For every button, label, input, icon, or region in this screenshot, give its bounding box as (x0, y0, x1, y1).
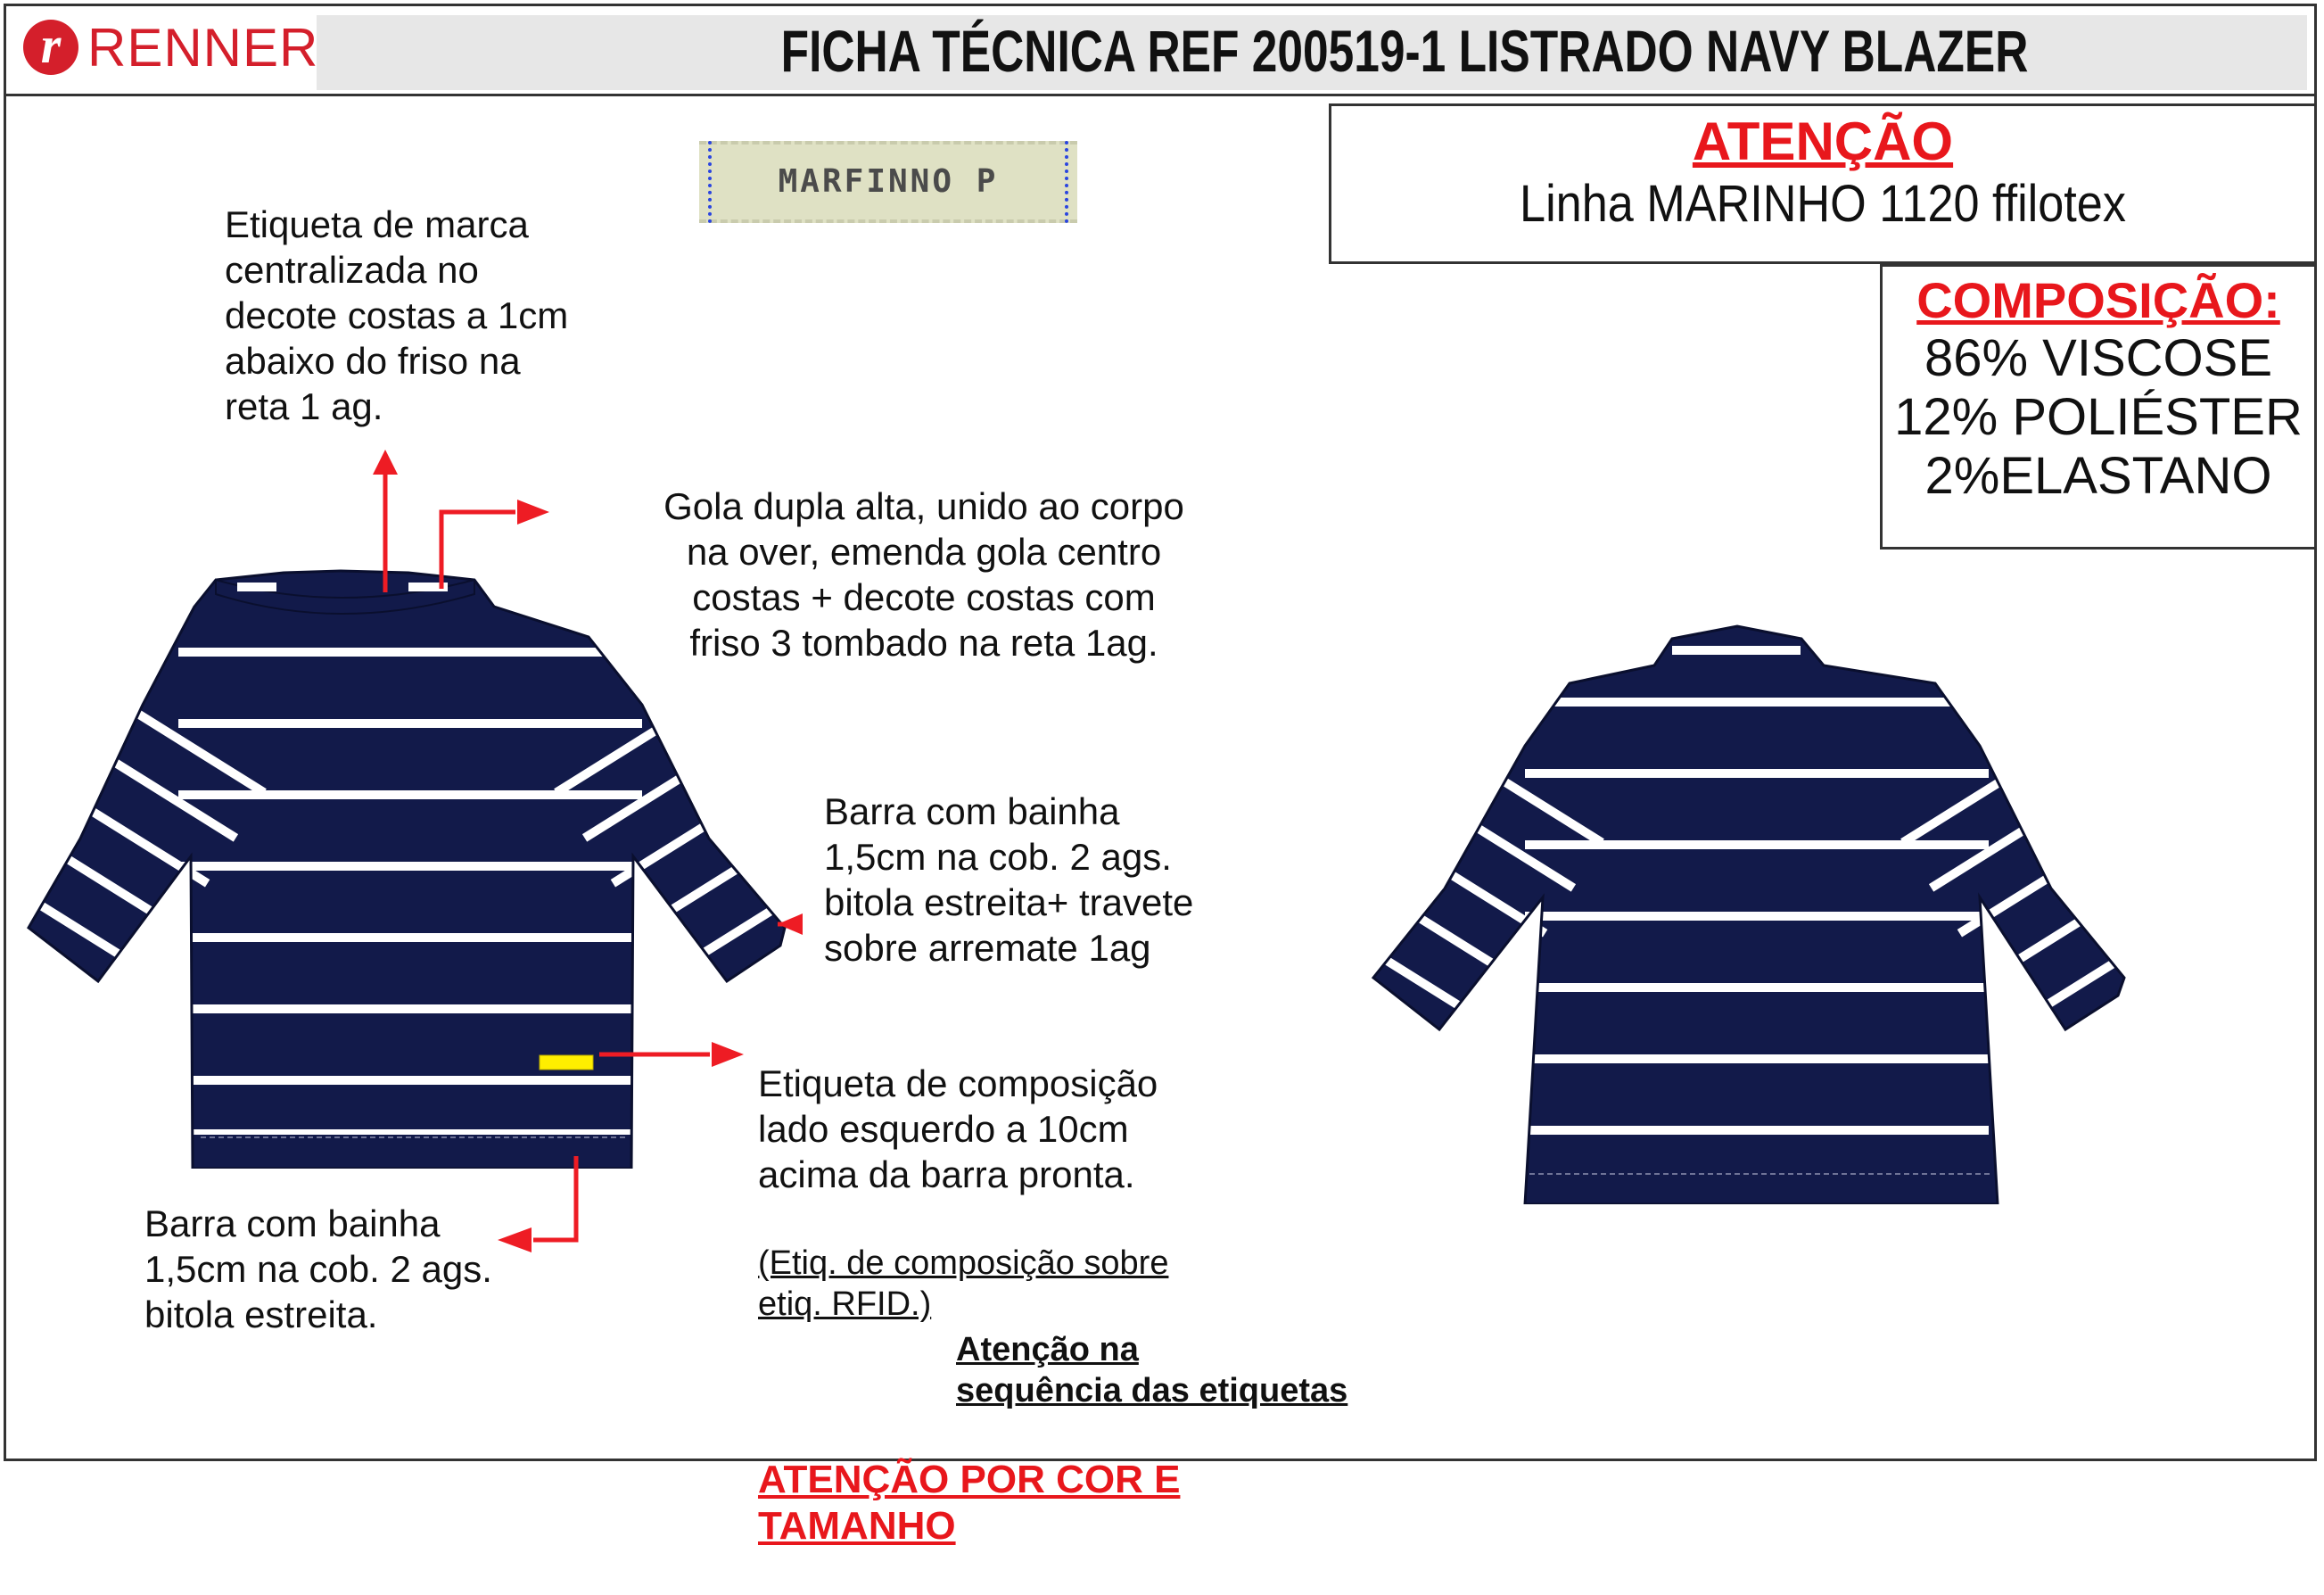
composition-line: 86% VISCOSE (1924, 329, 2273, 387)
color-size-warning: ATENÇÃO POR COR E TAMANHO (758, 1458, 1181, 1548)
brand-name: RENNER (87, 17, 319, 78)
label-sequence-warning: Atenção na sequência das etiquetas (956, 1331, 1348, 1409)
composition-label-text: Etiqueta de composição lado esquerdo a 10cm acima da barra pronta. (758, 1062, 1158, 1195)
sheet-title: FICHA TÉCNICA REF 200519-1 LISTRADO NAVY BLAZER (780, 18, 2029, 84)
arrow-right-icon (712, 1042, 744, 1067)
composition-label-subnote: (Etiq. de composição sobre etiq. RFID.) (758, 1244, 1169, 1323)
brand-label-note: Etiqueta de marca centralizada no decote costas a 1cm abaixo do friso na reta 1 ag. (225, 203, 569, 427)
arrow-left-icon (778, 913, 803, 935)
arrow-up-icon (373, 450, 398, 475)
brand-label-text: MARFINNO P (778, 163, 999, 200)
arrow-left-icon (498, 1227, 532, 1252)
sleeve-hem-note: Barra com bainha 1,5cm na cob. 2 ags. bitola estreita+ travete sobre arremate 1ag (824, 790, 1194, 969)
composition-line: 12% POLIÉSTER (1894, 388, 2303, 446)
body-hem-note: Barra com bainha 1,5cm na cob. 2 ags. bitola estreita. (144, 1202, 492, 1335)
composition-line: 2%ELASTANO (1924, 447, 2272, 505)
composition-heading: COMPOSIÇÃO: (1916, 272, 2280, 328)
collar-note: Gola dupla alta, unido ao corpo na over, emenda gola centro costas + decote costas com friso 3 tombado na reta 1ag. (663, 485, 1184, 664)
attention-text: Linha MARINHO 1120 ffilotex (1520, 175, 2126, 233)
arrow-right-icon (517, 500, 549, 525)
brand-mark-icon: r (23, 20, 78, 75)
attention-heading: ATENÇÃO (1692, 112, 1954, 171)
